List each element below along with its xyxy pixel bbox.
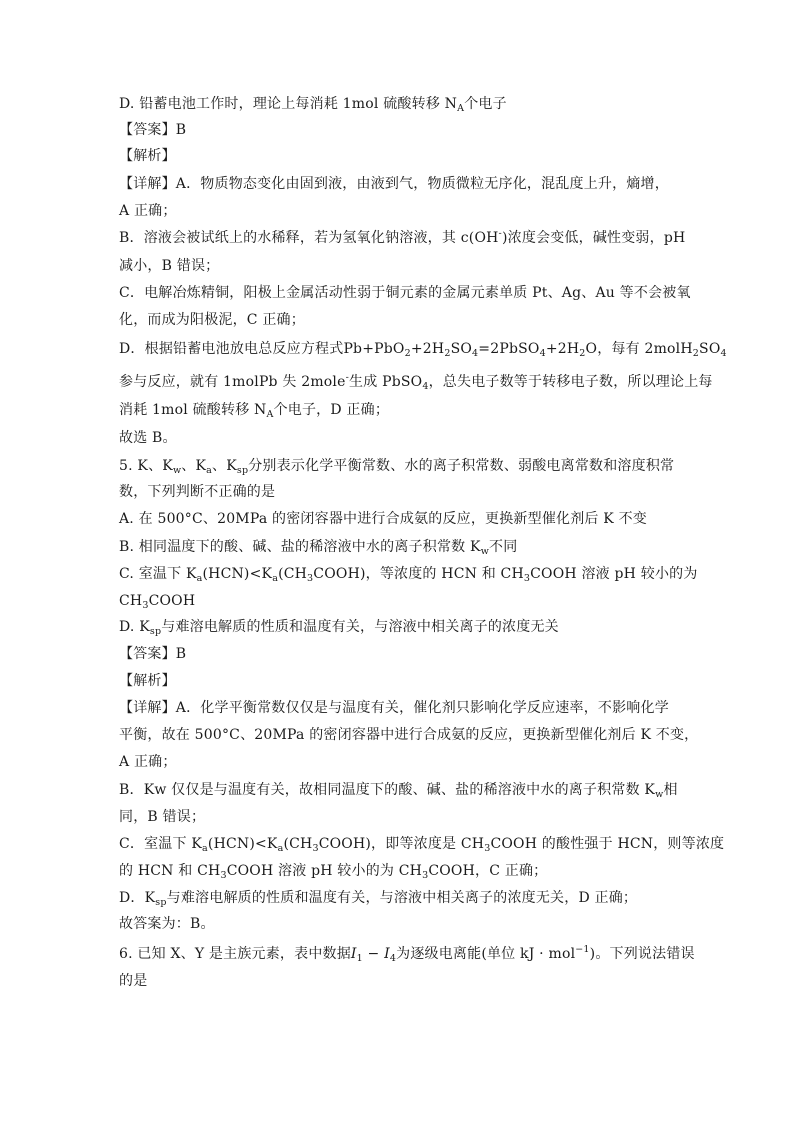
option-d-q4: D. 铅蓄电池工作时，理论上每消耗 1mol 硫酸转移 $N_A$个电子 <box>119 96 507 114</box>
explanation-d-q5: D．$K_{sp}$与难溶电解质的性质和温度有关，与溶液中相关离子的浓度无关，D 正确； <box>119 890 638 908</box>
explanation-c-q4: C．电解冶炼精铜，阳极上金属活动性弱于铜元素的金属元素单质 Pt、Ag、Au 等不会被氧 <box>119 285 691 301</box>
explanation-a-q4-cont: A 正确； <box>119 203 177 219</box>
conclusion-q5: 故答案为：B。 <box>119 916 215 932</box>
explanation-b-q5-cont: 同，B 错误； <box>119 809 206 825</box>
question-5-stem-cont: 数，下列判断不正确的是 <box>119 484 276 500</box>
question-6-stem-cont: 的是 <box>119 973 148 989</box>
answer-label-q4: 【答案】B <box>119 122 187 138</box>
explanation-c-q4-cont: 化，而成为阳极泥，C 正确； <box>119 312 305 328</box>
explanation-d-q4-cont2: 消耗 1mol 硫酸转移 $N_A$个电子，D 正确； <box>119 402 390 420</box>
conclusion-q4: 故选 B。 <box>119 430 177 446</box>
option-c-q5-cont: $CH_3COOH$ <box>119 593 196 611</box>
explanation-d-q4-cont1: 参与反应，就有 1molPb 失 2mole-生成 PbSO$_4$，总失电子数等于转移电子数，所以理论上每 <box>119 372 713 392</box>
explanation-c-q5-cont: 的 HCN 和 $CH_3COOH$ 溶液 pH 较小的为 $CH_3COOH$，C 正确； <box>119 863 548 881</box>
analysis-label-q4: 【解析】 <box>119 148 176 164</box>
option-c-q5: C. 室温下 $K_a(HCN)<K_a(CH_3COOH)$，等浓度的 HCN 和 $CH_3COOH$ 溶液 pH 较小的为 <box>119 566 698 584</box>
explanation-b-q4-cont: 减小，B 错误； <box>119 258 220 274</box>
question-5-stem: 5. K、$K_w$、$K_a$、$K_{sp}$分别表示化学平衡常数、水的离子积常数、弱酸电离常数和溶度积常 <box>119 458 675 476</box>
explanation-a-q5: 【详解】A．化学平衡常数仅仅是与温度有关，催化剂只影响化学反应速率，不影响化学 <box>119 700 669 716</box>
explanation-a-q5-cont1: 平衡，故在 500°C、20MPa 的密闭容器中进行合成氨的反应，更换新型催化剂后 K 不变， <box>119 727 699 743</box>
analysis-label-q5: 【解析】 <box>119 673 176 689</box>
answer-label-q5: 【答案】B <box>119 646 187 662</box>
explanation-a-q5-cont2: A 正确； <box>119 754 177 770</box>
reaction-equation: $Pb+PbO_2+2H_2SO_4=2PbSO_4+2H_2O$ <box>343 341 598 359</box>
option-b-q5: B. 相同温度下的酸、碱、盐的稀溶液中水的离子积常数 $K_w$不同 <box>119 539 518 557</box>
explanation-b-q4: B．溶液会被试纸上的水稀释，若为氢氧化钠溶液，其 c(OH-)浓度会变低，碱性变弱，pH <box>119 228 686 246</box>
explanation-d-q4: D．根据铅蓄电池放电总反应方程式$Pb+PbO_2+2H_2SO_4=2PbSO_4+2H_2O$，每有 $2molH_2SO_4$ <box>119 341 727 359</box>
explanation-a-q4: 【详解】A．物质物态变化由固到液，由液到气，物质微粒无序化，混乱度上升，熵增， <box>119 176 669 192</box>
explanation-c-q5: C．室温下 $K_a(HCN)<K_a(CH_3COOH)$，即等浓度是 $CH_3COOH$ 的酸性强于 HCN，则等浓度 <box>119 836 725 854</box>
option-a-q5: A. 在 500°C、20MPa 的密闭容器中进行合成氨的反应，更换新型催化剂后 K 不变 <box>119 511 647 527</box>
option-d-q5: D. $K_{sp}$与难溶电解质的性质和温度有关，与溶液中相关离子的浓度无关 <box>119 619 559 637</box>
question-6-stem: 6. 已知 X、Y 是主族元素，表中数据$I_1 - I_4$为逐级电离能(单位 kJ · mol$^{-1}$)。下列说法错误 <box>119 944 695 964</box>
explanation-b-q5: B．Kw 仅仅是与温度有关，故相同温度下的酸、碱、盐的稀溶液中水的离子积常数 $K_w$相 <box>119 782 678 800</box>
